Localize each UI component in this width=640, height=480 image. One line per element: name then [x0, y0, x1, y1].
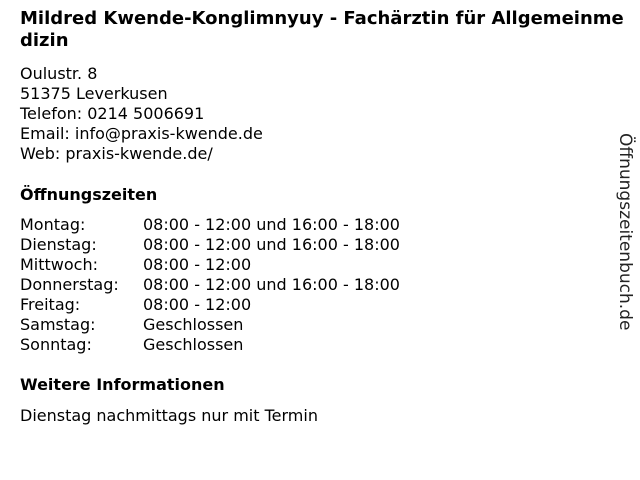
hours-row-sunday — [20, 335, 625, 355]
day-label: Donnerstag: — [20, 275, 119, 294]
address-block — [20, 64, 625, 164]
time-value: 08:00 - 12:00 — [143, 295, 252, 314]
opening-hours-heading: Öffnungszeiten — [20, 185, 158, 204]
hours-row-saturday — [20, 315, 625, 335]
city-address: 51375 Leverkusen — [20, 84, 168, 103]
practice-card — [20, 8, 625, 426]
further-info-heading: Weitere Informationen — [20, 375, 225, 394]
brand-watermark: Öffnungszeitenbuch.de — [615, 133, 635, 331]
street-address: Oulustr. 8 — [20, 64, 98, 83]
phone-number: Telefon: 0214 5006691 — [20, 104, 205, 123]
hours-row-wednesday — [20, 255, 625, 275]
time-value: Geschlossen — [143, 315, 244, 334]
page-title: Mildred Kwende-Konglimnyuy - Fachärztin für Allgemeinmedizin — [20, 8, 624, 51]
hours-row-monday — [20, 215, 625, 235]
opening-hours-table — [20, 215, 625, 355]
time-value: 08:00 - 12:00 und 16:00 - 18:00 — [143, 215, 400, 234]
day-label: Mittwoch: — [20, 255, 98, 274]
hours-row-tuesday — [20, 235, 625, 255]
hours-row-thursday — [20, 275, 625, 295]
email-address: Email: info@praxis-kwende.de — [20, 124, 263, 143]
hours-row-friday — [20, 295, 625, 315]
website-address: Web: praxis-kwende.de/ — [20, 144, 213, 163]
time-value: 08:00 - 12:00 und 16:00 - 18:00 — [143, 275, 400, 294]
time-value: Geschlossen — [143, 335, 244, 354]
day-label: Freitag: — [20, 295, 81, 314]
day-label: Montag: — [20, 215, 86, 234]
time-value: 08:00 - 12:00 und 16:00 - 18:00 — [143, 235, 400, 254]
time-value: 08:00 - 12:00 — [143, 255, 252, 274]
day-label: Dienstag: — [20, 235, 97, 254]
further-info-text: Dienstag nachmittags nur mit Termin — [20, 406, 318, 425]
day-label: Samstag: — [20, 315, 96, 334]
day-label: Sonntag: — [20, 335, 92, 354]
